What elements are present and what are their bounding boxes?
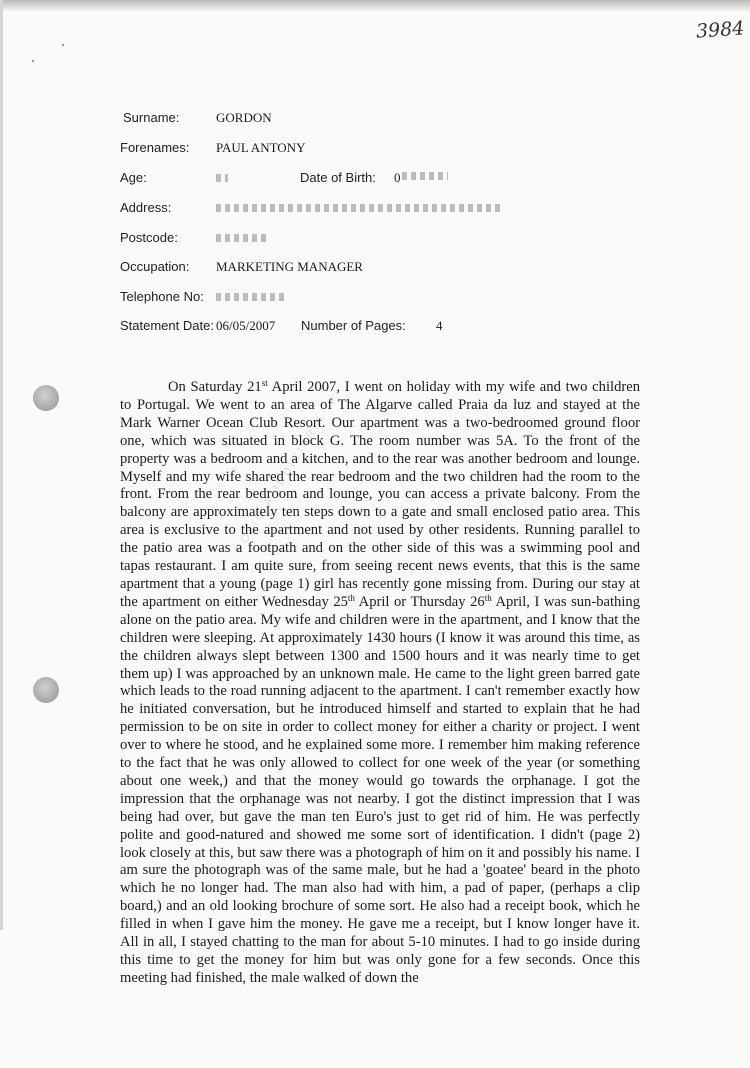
scan-top-edge — [0, 0, 750, 12]
statement-paragraph — [120, 379, 640, 988]
address-label: Address: — [120, 200, 172, 215]
statement-text: On Saturday 21 — [168, 379, 262, 395]
handwritten-page-number: 3984 — [695, 17, 746, 43]
forenames-label: Forenames: — [120, 140, 190, 155]
statement-text: April 2007, I went on holiday with my wife and two children to Portugal. We went to an area of The Algarve called Praia da luz and stayed at the Mark Warner Ocean Club Resort. Our apartment was a two-bedroomed ground floor one, which was situated in block G. The room number was 5A. To the front of the property was a bedroom and a kitchen, and to the rear was another bedroom and lounge. Myself and my wife shared the rear bedroom and the two children had the room to the front. From the rear bedroom and lounge, you can access a private balcony. From the balcony are approximately ten steps down to a gate and small enclosed patio area. This area is exclusive to the apartment and not used by other residents. Running parallel to the patio area was a footpath and on the other side of this was a swimming pool and tapas restaurant. I am quite sure, from seeing recent news events, that this is the same apartment that a young (page 1) girl has recently gone missing from. During our stay at the apartment on either Wednesday 25 — [120, 379, 640, 610]
statement-body — [120, 379, 640, 988]
ordinal-suffix: th — [347, 592, 355, 603]
telephone-redaction — [216, 293, 288, 301]
ordinal-suffix: th — [484, 592, 492, 603]
surname-label: Surname: — [123, 110, 180, 125]
forenames-value: PAUL ANTONY — [216, 140, 306, 155]
ordinal-suffix: st — [261, 378, 268, 388]
watermark: POLICIA JUDICIARIA — [232, 411, 329, 555]
date-of-birth-label: Date of Birth: — [300, 170, 376, 185]
telephone-label: Telephone No: — [120, 289, 204, 304]
date-of-birth-value: 0 — [394, 170, 401, 185]
statement-text: April, I was sun-bathing alone on the patio area. My wife and children were in the apartment, and I know that the children were sleeping. At approximately 1430 hours (I know it was around this time, as the children always slept between 1300 and 1500 hours and it was nearly time to get them up) I was approached by an unknown male. He came to the light green barred gate which leads to the road running adjacent to the apartment. I can't remember exactly how he initiated conversation, but he introduced himself and started to explain that he had permission to be on site in order to collect money for either a charity or project. I went over to where he stood, and he explained some more. I remember him making reference to the fact that he was only allowed to collect for one week of the year (or something about one week,) and that the money would go towards the orphanage. I got the impression that the orphanage was not nearby. I got the distinct impression that I was being had over, but gave the man ten Euro's just to get rid of him. He was perfectly polite and good-natured and showed me some sort of identification. I didn't (page 2) look closely at this, but saw there was a photograph of him on it and possibly his name. I am sure the photograph was of the same male, but he had a 'goatee' beard in the photo which he no longer had. The man also had with him, a pad of paper, (perhaps a clip board,) and an old looking brochure of some sort. He also had a receipt book, which he filled in when I gave him the money. He gave me a receipt, but I know longer have it. All in all, I stayed chatting to the man for about 5-10 minutes. I had to go inside during this time to get the money for him but was only gone for a few seconds. Once this meeting had finished, the male walked of down the — [120, 593, 640, 986]
number-of-pages-value: 4 — [436, 318, 443, 333]
scan-left-edge — [0, 0, 3, 930]
statement-date-value: 06/05/2007 — [216, 318, 276, 333]
postcode-label: Postcode: — [120, 230, 178, 245]
punch-hole-top — [33, 385, 59, 411]
age-label: Age: — [120, 170, 147, 185]
occupation-value: MARKETING MANAGER — [216, 259, 363, 274]
number-of-pages-label: Number of Pages: — [301, 318, 406, 333]
age-redaction — [216, 174, 228, 182]
scan-speck — [62, 44, 64, 46]
surname-value: GORDON — [216, 110, 272, 125]
occupation-label: Occupation: — [120, 259, 190, 274]
statement-text: April or Thursday 26 — [354, 593, 485, 610]
postcode-redaction — [216, 234, 268, 242]
scan-speck — [32, 60, 34, 62]
statement-date-label: Statement Date: — [120, 318, 214, 333]
punch-hole-bottom — [33, 677, 59, 703]
date-of-birth-redaction — [402, 172, 448, 180]
